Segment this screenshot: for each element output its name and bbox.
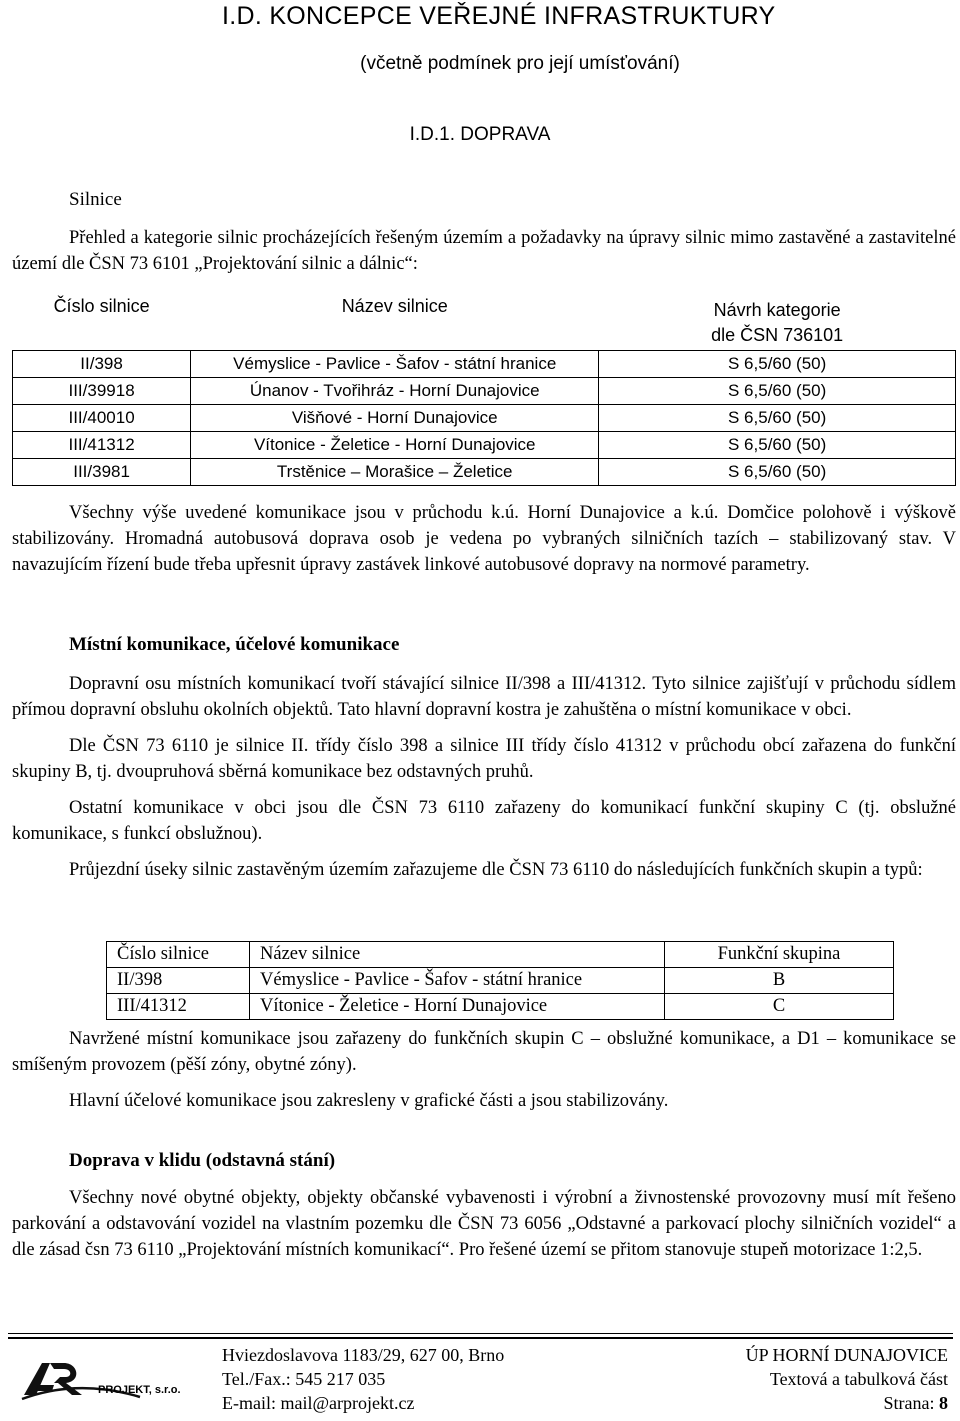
col-header-kategorie <box>599 282 956 351</box>
footer-divider-thick <box>8 1337 953 1339</box>
cell-nazev: Vémyslice - Pavlice - Šafov - státní hranice <box>250 968 665 994</box>
table-row <box>13 378 956 405</box>
cell-kategorie: S 6,5/60 (50) <box>599 432 956 459</box>
table-header-row <box>107 942 894 968</box>
mistni-p6: Hlavní účelové komunikace jsou zakresleny v grafické části a jsou stabilizovány. <box>69 1091 669 1111</box>
table-row <box>13 405 956 432</box>
mistni-p1: Dopravní osu místních komunikací tvoří stávající silnice II/398 a III/41312. Tyto silnice zajišťují v průchodu sídlem přímou dopravní obsluhu okolních objektů. Tato hlavní dopravní kostra je zahuštěna o místní komunikace v obci. <box>12 674 956 720</box>
footer-org: ÚP HORNÍ DUNAJOVICE <box>745 1345 948 1365</box>
col-header-kategorie-line2: dle ČSN 736101 <box>711 325 844 345</box>
col-header-kategorie-line1: Návrh kategorie <box>713 300 841 320</box>
table-row <box>13 432 956 459</box>
footer-part: Textová a tabulková část <box>769 1369 948 1389</box>
col-header-nazev: Název silnice <box>250 942 665 968</box>
cell-cislo: III/39918 <box>13 378 191 405</box>
mistni-p4: Průjezdní úseky silnic zastavěným územím zařazujeme dle ČSN 73 6110 do následujících funkčních skupin a typů: <box>69 860 923 880</box>
heading-mistni: Místní komunikace, účelové komunikace <box>69 634 400 655</box>
logo-company-name: PROJEKT, s.r.o. <box>98 1384 181 1396</box>
footer-contact <box>222 1343 504 1415</box>
col-header-skupina: Funkční skupina <box>665 942 894 968</box>
silnice-intro <box>12 225 956 277</box>
mistni-paragraphs <box>12 671 956 883</box>
klid-p1: Všechny nové obytné objekty, objekty občanské vybavenosti i výrobní a živnostenské provozovny musí mít řešeno parkování a odstavování vozidel na vlastním pozemku dle ČSN 73 6056 „Odstavné a parkovací plochy silničních vozidel“ a dle zásad čsn 73 6110 „Projektování místních komunikací“. Pro řešené území se přitom stanovuje stupeň motorizace 1:2,5. <box>12 1188 956 1260</box>
table-row <box>13 459 956 486</box>
footer-document-info <box>746 1343 948 1415</box>
cell-cislo: II/398 <box>13 351 191 378</box>
cell-nazev: Trstěnice – Morašice – Želetice <box>191 459 599 486</box>
section-title: I.D.1. DOPRAVA <box>409 124 551 145</box>
footer-divider-thin <box>8 1333 953 1334</box>
cell-nazev: Višňové - Horní Dunajovice <box>191 405 599 432</box>
silnice-intro-text: Přehled a kategorie silnic procházejících řešeným územím a požadavky na úpravy silnic mimo zastavěné a zastavitelné území dle ČSN 73 6101 „Projektování silnic a dálnic“: <box>12 228 956 274</box>
ar-projekt-logo-icon <box>20 1355 195 1405</box>
cell-cislo: III/41312 <box>13 432 191 459</box>
col-header-cislo: Číslo silnice <box>53 296 150 316</box>
cell-skupina: C <box>665 994 894 1020</box>
footer-phone: Tel./Fax.: 545 217 035 <box>222 1369 386 1389</box>
col-header-cislo: Číslo silnice <box>107 942 250 968</box>
footer-email: E-mail: mail@arprojekt.cz <box>222 1393 415 1413</box>
footer-page-number: 8 <box>939 1393 948 1413</box>
footer-page <box>746 1391 948 1415</box>
cell-nazev: Vítonice - Želetice - Horní Dunajovice <box>191 432 599 459</box>
cell-cislo: III/41312 <box>107 994 250 1020</box>
cell-nazev: Vémyslice - Pavlice - Šafov - státní hranice <box>191 351 599 378</box>
functional-group-table <box>106 941 894 1020</box>
cell-cislo: III/40010 <box>13 405 191 432</box>
cell-skupina: B <box>665 968 894 994</box>
cell-kategorie: S 6,5/60 (50) <box>599 351 956 378</box>
cell-kategorie: S 6,5/60 (50) <box>599 459 956 486</box>
footer-address: Hviezdoslavova 1183/29, 627 00, Brno <box>222 1345 505 1365</box>
table-row <box>13 351 956 378</box>
mistni-p5: Navržené místní komunikace jsou zařazeny do funkčních skupin C – obslužné komunikace, a D1 – komunikace se smíšeným provozem (pěší zóny, obytné zóny). <box>12 1029 956 1075</box>
table-row <box>107 968 894 994</box>
table-row <box>107 994 894 1020</box>
cell-nazev: Únanov - Tvořihráz - Horní Dunajovice <box>191 378 599 405</box>
table-header-row <box>13 282 956 351</box>
road-category-table <box>12 282 956 486</box>
heading-silnice: Silnice <box>69 189 122 210</box>
silnice-paragraph-text: Všechny výše uvedené komunikace jsou v průchodu k.ú. Horní Dunajovice a k.ú. Domčice polohově i výškově stabilizovány. Hromadná autobusová doprava osob je vedena po vybraných silničních tazích – stabilizovaný stav. V navazujícím řízení bude třeba upřesnit úpravy zastávek linkové autobusové dopravy na normové parametry. <box>12 503 956 575</box>
cell-kategorie: S 6,5/60 (50) <box>599 378 956 405</box>
cell-kategorie: S 6,5/60 (50) <box>599 405 956 432</box>
page-subtitle: (včetně podmínek pro její umísťování) <box>360 53 680 74</box>
cell-cislo: II/398 <box>107 968 250 994</box>
footer-page-label: Strana: <box>883 1393 939 1413</box>
mistni-paragraphs-2 <box>12 1026 956 1114</box>
klid-paragraph <box>12 1185 956 1263</box>
heading-klid: Doprava v klidu (odstavná stání) <box>69 1150 336 1171</box>
mistni-p2: Dle ČSN 73 6110 je silnice II. třídy číslo 398 a silnice III třídy číslo 41312 v průchodu obcí zařazena do funkční skupiny B, tj. dvoupruhová sběrná komunikace bez odstavných pruhů. <box>12 736 956 782</box>
page-title: I.D. KONCEPCE VEŘEJNÉ INFRASTRUKTURY <box>222 2 776 30</box>
mistni-p3: Ostatní komunikace v obci jsou dle ČSN 73 6110 zařazeny do komunikací funkční skupiny C (tj. obslužné komunikace, s funkcí obslužnou). <box>12 798 956 844</box>
col-header-nazev: Název silnice <box>341 296 448 316</box>
cell-nazev: Vítonice - Želetice - Horní Dunajovice <box>250 994 665 1020</box>
silnice-paragraph <box>12 500 956 578</box>
cell-cislo: III/3981 <box>13 459 191 486</box>
